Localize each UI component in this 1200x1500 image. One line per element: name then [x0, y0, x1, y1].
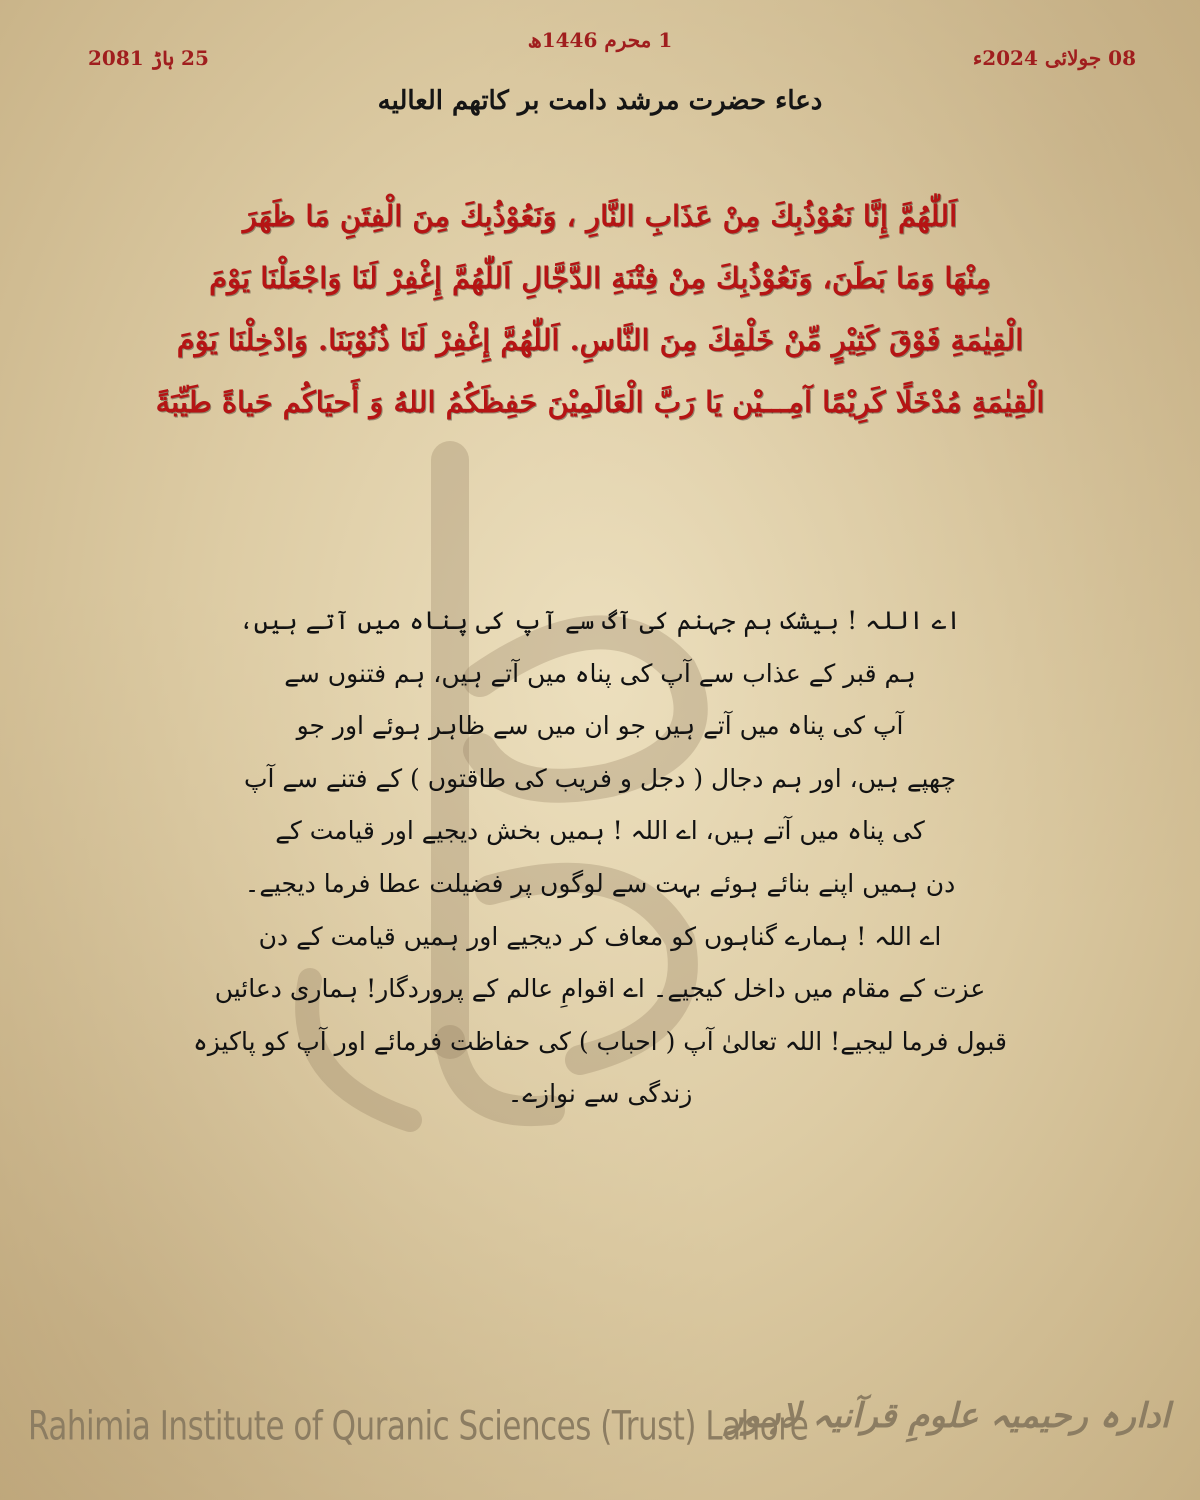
- urdu-line: قبول فرما لیجیے! اللہ تعالیٰ آپ ( احباب ) کی حفاظت فرمائے اور آپ کو پاکیزہ: [193, 1026, 1007, 1056]
- urdu-line: دن ہمیں اپنے بنائے ہوئے بہت سے لوگوں پر فضیلت عطا فرما دیجیے۔: [244, 868, 956, 898]
- institute-name-english: Rahimia Institute of Quranic Sciences (Trust) Lahore: [28, 1403, 809, 1450]
- urdu-line: اے اللہ ! بیشک ہم جہنم کی آگ سے آپ کی پناہ میں آتے ہیں،: [239, 606, 961, 635]
- urdu-line: اے اللہ ! ہمارے گناہوں کو معاف کر دیجیے اور ہمیں قیامت کے دن: [258, 921, 942, 951]
- urdu-line: عزت کے مقام میں داخل کیجیے۔ اے اقوامِ عالم کے پروردگار! ہماری دعائیں: [214, 974, 986, 1004]
- bikrami-date: 25 ہاڑ 2081: [88, 46, 209, 70]
- urdu-line: ہم قبر کے عذاب سے آپ کی پناہ میں آتے ہیں، ہم فتنوں سے: [284, 658, 916, 688]
- gregorian-date: 08 جولائی 2024ء: [972, 46, 1136, 70]
- arabic-dua: [100, 185, 1100, 433]
- arabic-line: الْقِيٰمَةِ فَوْقَ كَثِيْرٍ مِّنْ خَلْقِكَ مِنَ النَّاسِ. اَللّٰهُمَّ إِغْفِرْ لَنَا ذُنُوْبَنَا. وَادْخِلْنَا يَوْمَ: [176, 323, 1024, 357]
- institute-logo-urdu: ادارہ رحیمیہ علومِ قرآنیہ لاہور: [727, 1396, 1170, 1436]
- hijri-date: 1 محرم 1446ھ: [527, 28, 673, 52]
- arabic-line: الْقِيٰمَةِ مُدْخَلًا كَرِيْمًا آمِـــيْن يَا رَبَّ الْعَالَمِيْنَ حَفِظَكُمُ اللهُ وَ أَحيَاكُم حَياةً طَيِّبَةً: [155, 385, 1045, 419]
- arabic-line: مِنْهَا وَمَا بَطَنَ، وَنَعُوْذُبِكَ مِنْ فِتْنَةِ الدَّجَّالِ اَللّٰهُمَّ إِغْفِرْ لَنَا وَاجْعَلْنَا يَوْمَ: [209, 261, 991, 295]
- urdu-line: آپ کی پناہ میں آتے ہیں جو ان میں سے ظاہر ہوئے اور جو: [296, 711, 904, 741]
- urdu-line: کی پناہ میں آتے ہیں، اے اللہ ! ہمیں بخش دیجیے اور قیامت کے: [275, 816, 925, 846]
- urdu-line: زندگی سے نوازے۔: [507, 1079, 693, 1109]
- urdu-line: چھپے ہیں، اور ہم دجال ( دجل و فریب کی طاقتوں ) کے فتنے سے آپ: [243, 763, 957, 793]
- urdu-translation: [170, 595, 1030, 1121]
- page-title: دعاء حضرت مرشد دامت بر کاتهم العالیه: [377, 86, 823, 116]
- arabic-line: اَللّٰهُمَّ إِنَّا نَعُوْذُبِكَ مِنْ عَذَابِ النَّارِ ، وَنَعُوْذُبِكَ مِنَ الْفِتَنِ مَا ظَهَرَ: [242, 199, 958, 233]
